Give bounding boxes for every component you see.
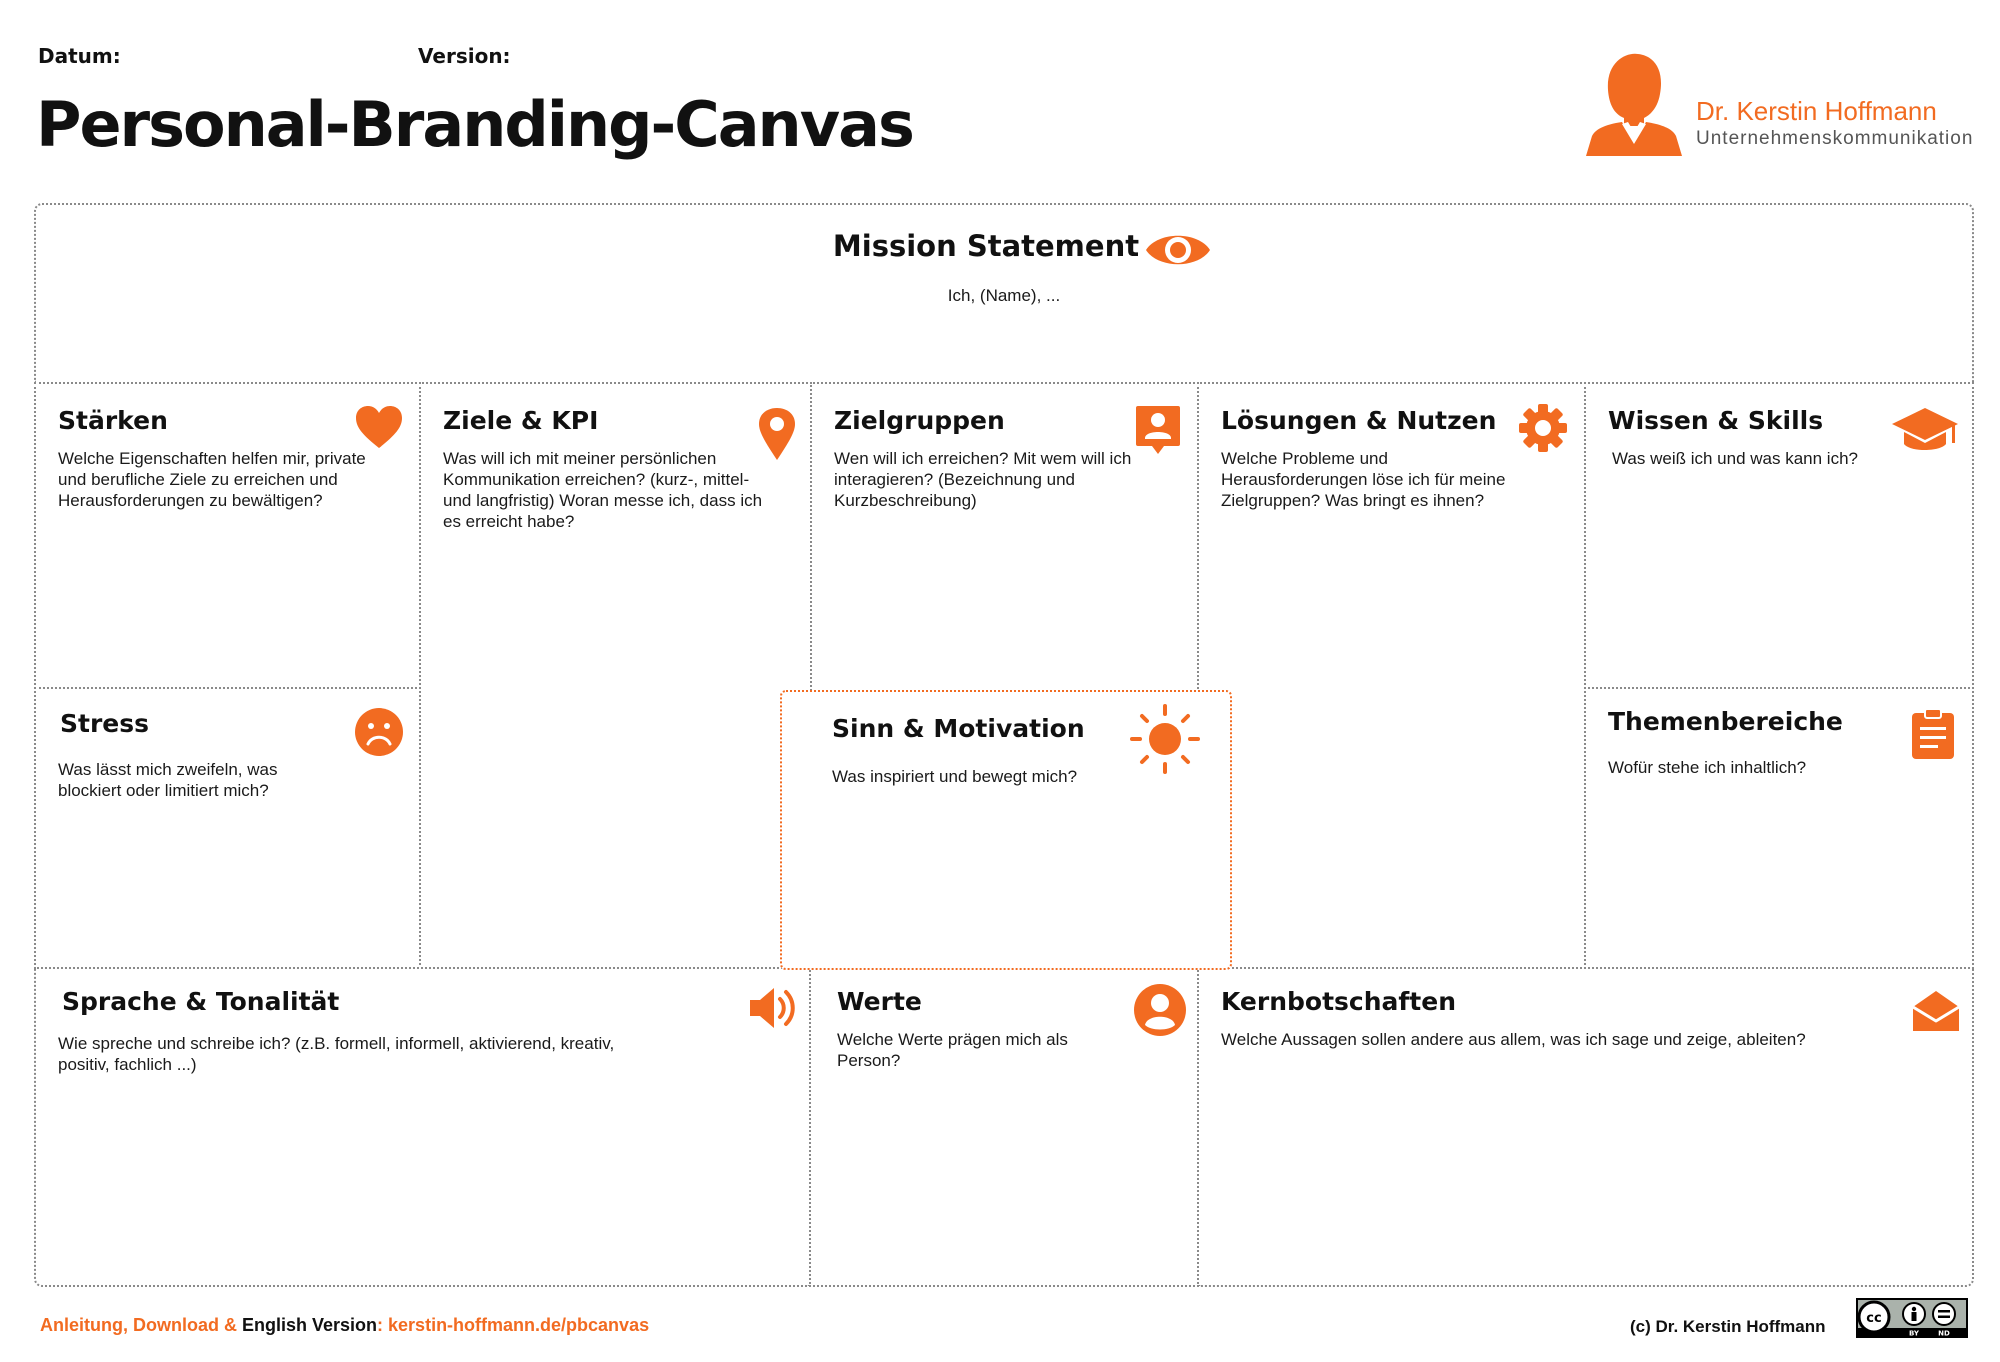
- cell-title: Ziele & KPI: [443, 406, 599, 435]
- logo-woman-icon: [1578, 50, 1688, 156]
- cell-description: Was lässt mich zweifeln, was blockiert oder limitiert mich?: [58, 760, 278, 800]
- footer-link[interactable]: kerstin-hoffmann.de/pbcanvas: [388, 1315, 650, 1335]
- svg-text:cc: cc: [1866, 1311, 1882, 1326]
- cell-description: Wofür stehe ich inhaltlich?: [1608, 758, 1807, 777]
- cell-description: Wie spreche und schreibe ich? (z.B. formell, informell, aktivierend, kreativ, positiv, fachlich ...): [58, 1034, 615, 1074]
- open-envelope-icon: [1911, 989, 1961, 1033]
- user-circle-icon: [1133, 983, 1187, 1037]
- cell-stress[interactable]: [34, 687, 421, 969]
- cell-description: Was weiß ich und was kann ich?: [1612, 449, 1858, 468]
- clipboard-icon: [1910, 707, 1956, 761]
- contact-person-icon: [1134, 404, 1182, 458]
- cell-title: Stress: [60, 709, 150, 738]
- footer-text-english: English Version: [241, 1315, 378, 1335]
- cell-ziele-kpi[interactable]: [419, 382, 812, 969]
- cell-title: Werte: [837, 987, 922, 1016]
- logo-subtitle: Unternehmenskommunikation: [1696, 128, 1974, 149]
- cell-description: Welche Werte prägen mich als Person?: [837, 1030, 1068, 1070]
- page-title: Personal-Branding-Canvas: [36, 88, 913, 161]
- footer-text-download: Anleitung, Download &: [40, 1315, 242, 1335]
- cell-title: Sprache & Tonalität: [62, 987, 340, 1016]
- cell-title: Zielgruppen: [834, 406, 1005, 435]
- logo: [1578, 50, 1974, 158]
- cell-title: Mission Statement: [832, 229, 1140, 263]
- cell-description: Welche Eigenschaften helfen mir, private und berufliche Ziele zu erreichen und Herausforderungen zu bewältigen?: [58, 449, 366, 510]
- cell-description: Was will ich mit meiner persönlichen Kommunikation erreichen? (kurz-, mittel- und langfristig) Woran messe ich, dass ich es erreicht habe?: [443, 449, 763, 531]
- eye-icon: [1144, 227, 1212, 273]
- cell-themenbereiche[interactable]: [1584, 687, 1974, 969]
- cell-staerken[interactable]: [34, 382, 421, 689]
- version-label: Version:: [418, 44, 511, 68]
- cell-loesungen-nutzen[interactable]: [1197, 382, 1586, 969]
- cell-title: Lösungen & Nutzen: [1221, 406, 1497, 435]
- sun-icon: [1130, 704, 1200, 774]
- sad-face-icon: [354, 707, 404, 757]
- cell-title: Sinn & Motivation: [832, 714, 1085, 743]
- datum-label: Datum:: [38, 44, 121, 68]
- cell-zielgruppen[interactable]: [810, 382, 1199, 694]
- cc-license-icon: [1856, 1298, 1968, 1338]
- cell-description: Welche Aussagen sollen andere aus allem, was ich sage und zeige, ableiten?: [1221, 1030, 1806, 1049]
- speaker-icon: [748, 985, 798, 1031]
- cell-wissen-skills[interactable]: [1584, 382, 1974, 689]
- cell-kernbotschaften[interactable]: [1197, 967, 1974, 1287]
- cell-description: Wen will ich erreichen? Mit wem will ich interagieren? (Bezeichnung und Kurzbeschreibung): [834, 449, 1132, 510]
- cell-sinn-motivation[interactable]: [780, 690, 1232, 970]
- cell-sprache-tonalitaet[interactable]: [34, 967, 811, 1287]
- cell-werte[interactable]: [809, 967, 1199, 1287]
- footer-copyright: (c) Dr. Kerstin Hoffmann: [1630, 1317, 1826, 1336]
- cell-title: Stärken: [58, 406, 168, 435]
- logo-name: Dr. Kerstin Hoffmann: [1696, 96, 1937, 126]
- cell-description: Ich, (Name), ...: [947, 286, 1061, 305]
- cc-nd-label: ND: [1938, 1329, 1950, 1338]
- cell-description: Welche Probleme und Herausforderungen löse ich für meine Zielgruppen? Was bringt es ihnen?: [1221, 449, 1506, 510]
- cell-description: Was inspiriert und bewegt mich?: [832, 767, 1078, 786]
- cc-by-label: BY: [1908, 1329, 1920, 1338]
- footer-info: [40, 1315, 649, 1336]
- cell-title: Themenbereiche: [1608, 707, 1843, 736]
- footer-separator: :: [377, 1315, 389, 1335]
- cell-title: Kernbotschaften: [1221, 987, 1456, 1016]
- map-pin-icon: [757, 406, 797, 462]
- cell-mission-statement[interactable]: [34, 203, 1974, 384]
- cell-title: Wissen & Skills: [1608, 406, 1824, 435]
- heart-icon: [354, 404, 404, 450]
- gear-icon: [1517, 402, 1569, 454]
